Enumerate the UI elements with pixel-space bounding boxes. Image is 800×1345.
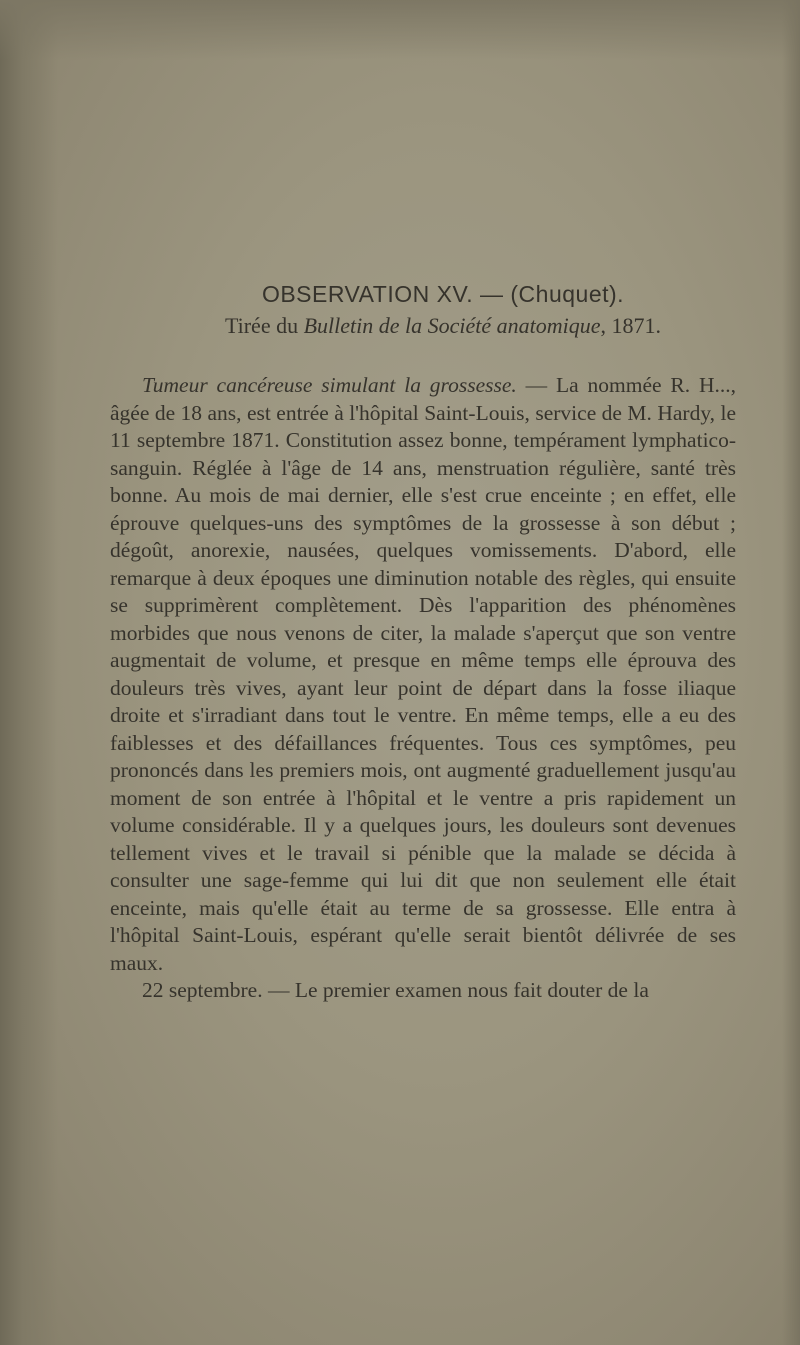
source-line: [110, 310, 736, 342]
paragraph-body: — La nommée R. H..., âgée de 18 ans, est entrée à l'hôpital Saint-Louis, service de M. Hardy, le 11 septembre 1871. Constitution assez bonne, tempérament lymphatico-sanguin. Réglée à l'âge de 14 ans, menstruation régulière, santé très bonne. Au mois de mai dernier, elle s'est crue enceinte ; en effet, elle éprouve quelques-uns des symptômes de la grossesse à son début ; dégoût, anorexie, nausées, quelques vomissements. D'abord, elle remarque à deux époques une diminution notable des règles, qui ensuite se supprimèrent complètement. Dès l'apparition des phénomènes morbides que nous venons de citer, la malade s'aperçut que son ventre augmentait de volume, et presque en même temps elle éprouva des douleurs très vives, ayant leur point de départ dans la fosse iliaque droite et s'irradiant dans tout le ventre. En même temps, elle a eu des faiblesses et des défaillances fréquentes. Tous ces symptômes, peu prononcés dans les premiers mois, ont augmenté graduellement jusqu'au moment de son entrée à l'hôpital et le ventre a pris rapidement un volume considérable. Il y a quelques jours, les douleurs sont devenues tellement vives et le travail si pénible que la malade se décida à consulter une sage-femme qui lui dit que non seulement elle était enceinte, mais qu'elle était au terme de sa grossesse. Elle entra à l'hôpital Saint-Louis, espérant qu'elle serait bientôt délivrée de ses maux.: [110, 373, 736, 975]
source-title: Bulletin de la Société anatomique: [303, 313, 601, 338]
text-block: [110, 278, 736, 1005]
source-suffix: , 1871.: [600, 313, 662, 338]
last-line: 22 septembre. — Le premier examen nous fait douter de la: [142, 978, 649, 1002]
observation-heading: OBSERVATION XV. — (Chuquet).: [261, 281, 625, 307]
source-prefix: Tirée du: [224, 313, 304, 338]
observation-paragraph: [110, 372, 736, 977]
page-top-shadow: [0, 0, 800, 60]
lead-italic: Tumeur cancéreuse simulant la grossesse.: [142, 373, 517, 397]
page-right-shadow: [782, 0, 800, 1345]
page-left-shadow: [0, 0, 58, 1345]
